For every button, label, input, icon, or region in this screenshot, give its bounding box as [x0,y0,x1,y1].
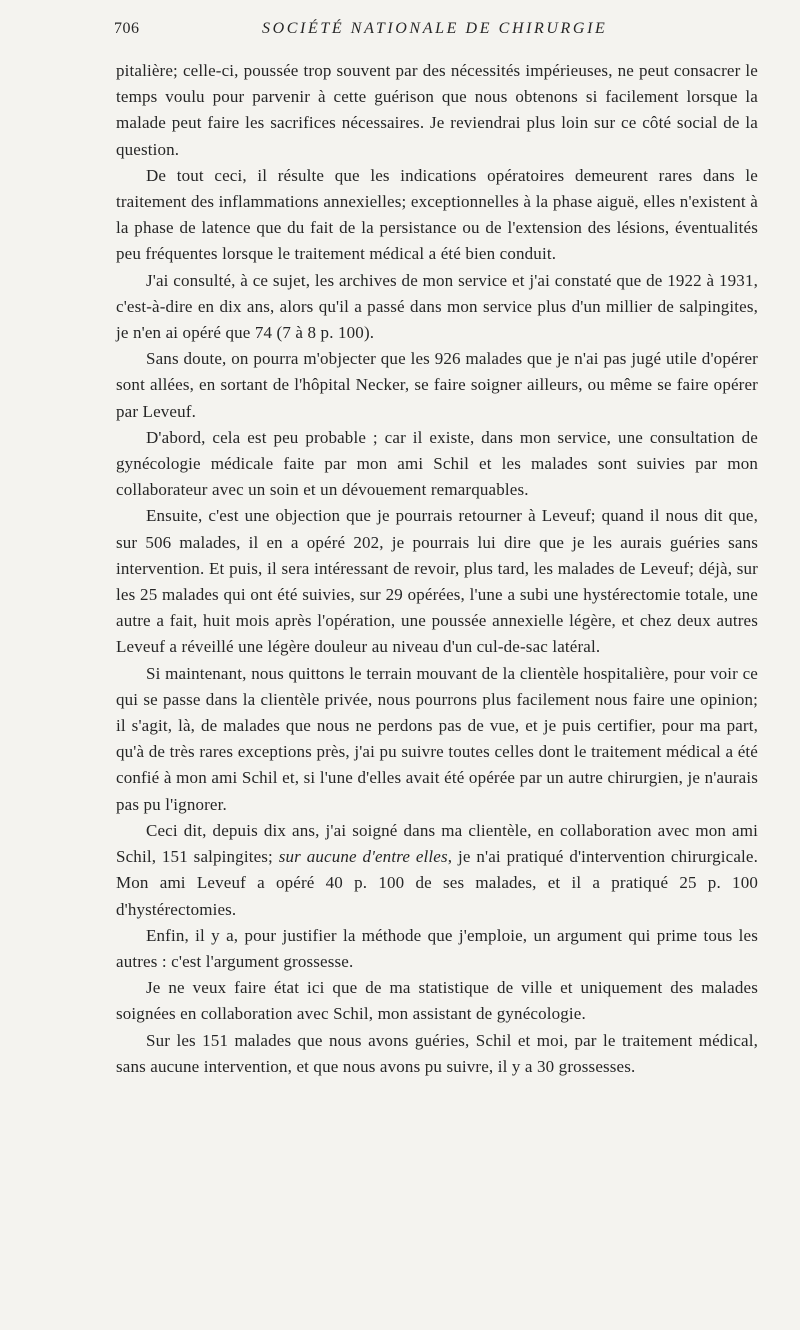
paragraph-5: D'abord, cela est peu probable ; car il existe, dans mon service, une consultation de gynécologie médicale faite par mon ami Schil et les malades sont suivies par mon collaborateur avec un soin et un dévouement remarquables. [116,427,758,500]
running-header [0,16,800,46]
paragraph-9: Enfin, il y a, pour justifier la méthode que j'emploie, un argument qui prime tous les autres : c'est l'argument grossesse. [116,925,758,971]
paragraph-3: J'ai consulté, à ce sujet, les archives de mon service et j'ai constaté que de 1922 à 1931, c'est-à-dire en dix ans, alors qu'il a passé dans mon service plus d'un millier de salpingites, je n'en ai opéré que 74 (7 à 8 p. 100). [116,270,758,343]
paragraph-8 [116,818,758,923]
paragraph-4: Sans doute, on pourra m'objecter que les 926 malades que je n'ai pas jugé utile d'opérer sont allées, en sortant de l'hôpital Necker, se faire soigner ailleurs, ou même se faire opérer par Leveuf. [116,349,758,421]
paragraph-10: Je ne veux faire état ici que de ma statistique de ville et uniquement des malades soignées en collaboration avec Schil, mon assistant de gynécologie. [116,978,758,1024]
paragraph-8-end: , je n'ai pratiqué d'intervention chirurgicale. Mon ami Leveuf a opéré 40 p. 100 de ses malades, et il a pratiqué 25 p. 100 d'hystérectomies. [116,847,759,919]
paragraph-1: pitalière; celle-ci, poussée trop souvent par des nécessités impérieuses, ne peut consacrer le temps voulu pour parvenir à cette guérison que nous obtenons si facilement lorsque la malade peut faire les sacrifices nécessaires. Je reviendrai plus loin sur ce côté social de la question. [116,61,758,159]
body-text [116,58,758,1080]
paragraph-8-emphasis: sur aucune d'entre elles [278,847,448,867]
paragraph-8-start: Ceci dit, depuis dix ans, j'ai soigné dans ma clientèle, en collaboration avec mon ami Schil, 151 salpingites; [116,820,758,867]
paragraph-6: Ensuite, c'est une objection que je pourrais retourner à Leveuf; quand il nous dit que, sur 506 malades, il en a opéré 202, je pourrais lui dire que je les aurais guéries sans intervention. Et puis, il sera intéressant de revoir, plus tard, les malades de Leveuf; déjà, sur les 25 malades qui ont été suivies, sur 29 opérées, l'une a subi une hystérectomie totale, une autre a fait, huit mois après l'opération, une poussée annexielle légère, et chez deux autres Leveuf a réveillé une légère douleur au niveau d'un cul-de-sac latéral. [116,506,758,657]
paragraph-2: De tout ceci, il résulte que les indications opératoires demeurent rares dans le traitement des inflammations annexielles; exceptionnelles à la phase aiguë, elles n'existent à la phase de latence que du fait de la persistance ou de l'extension des lésions, éventualités peu fréquentes lorsque le traitement médical a été bien conduit. [116,165,758,264]
page-number: 706 [114,20,140,37]
paragraph-11: Sur les 151 malades que nous avons guéries, Schil et moi, par le traitement médical, sans aucune intervention, et que nous avons pu suivre, il y a 30 grossesses. [116,1030,758,1076]
running-title: SOCIÉTÉ NATIONALE DE CHIRURGIE [262,20,608,37]
paragraph-7: Si maintenant, nous quittons le terrain mouvant de la clientèle hospitalière, pour voir ce qui se passe dans la clientèle privée, nous pourrons plus facilement nous faire une opinion; il s'agit, là, de malades que nous ne perdons pas de vue, et je puis certifier, pour ma part, qu'à de très rares exceptions près, j'ai pu suivre toutes celles dont le traitement médical a été confié à mon ami Schil et, si l'une d'elles avait été opérée par un autre chirurgien, je n'aurais pas pu l'ignorer. [116,663,758,814]
